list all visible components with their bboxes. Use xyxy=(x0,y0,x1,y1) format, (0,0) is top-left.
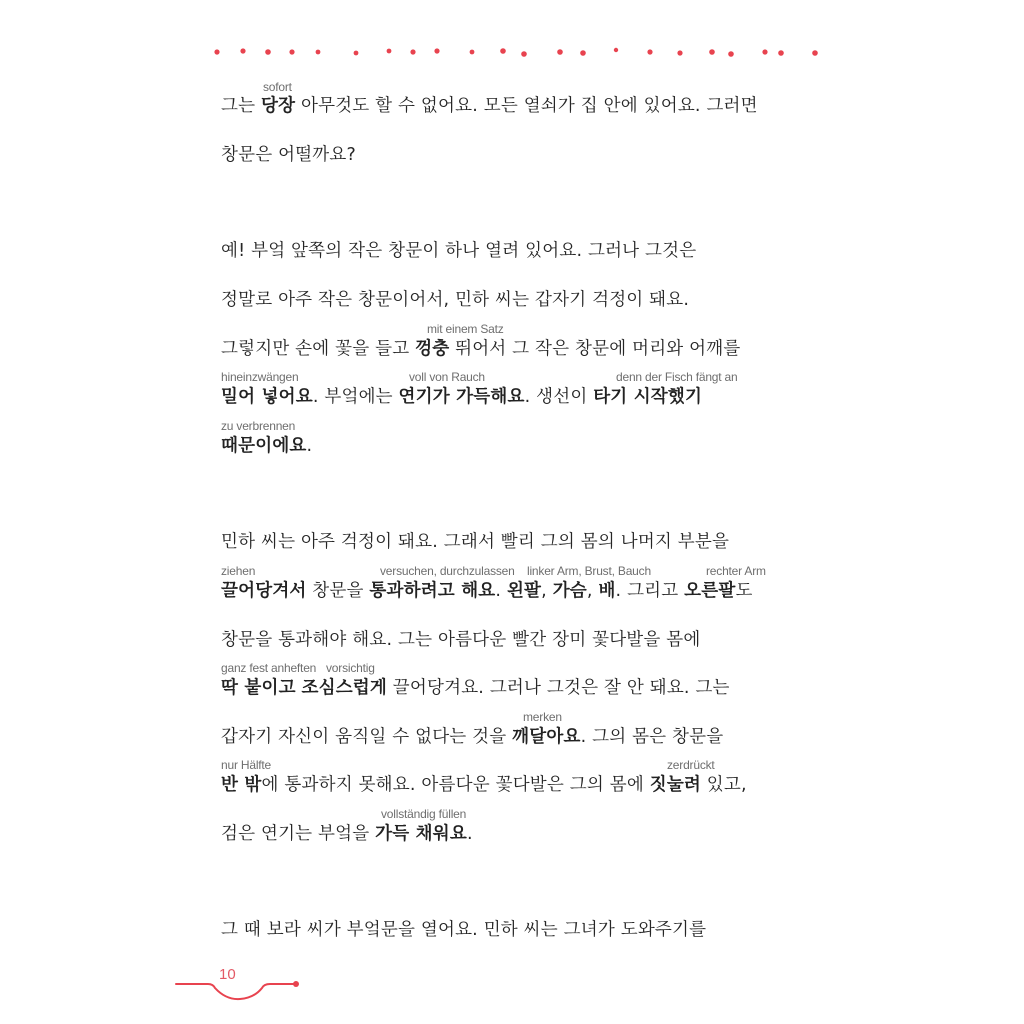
decorative-dot xyxy=(214,49,219,54)
decorative-dot xyxy=(354,51,359,56)
gloss-annotation: zu verbrennen xyxy=(221,419,296,433)
text-line xyxy=(221,822,473,846)
decorative-dot xyxy=(557,49,563,55)
text-segment: . 부엌에는 xyxy=(312,387,399,407)
bold-vocab-word: 조심스럽게 xyxy=(301,678,388,698)
gloss-annotation: merken xyxy=(523,710,562,724)
bold-vocab-word: 연기가 가득해요 xyxy=(398,387,525,407)
text-segment: 창문을 통과해야 해요. 그는 아름다운 빨간 장미 꽃다발을 몸에 xyxy=(221,630,701,650)
bold-vocab-word: 배 xyxy=(598,581,616,601)
text-segment: 갑자기 자신이 움직일 수 없다는 것을 xyxy=(221,727,513,747)
text-segment: 끌어당겨요. 그러나 그것은 잘 안 돼요. 그는 xyxy=(387,678,730,698)
text-segment: 있고, xyxy=(701,775,747,795)
bold-vocab-word: 왼팔 xyxy=(506,581,542,601)
decorative-dot xyxy=(316,50,321,55)
bold-vocab-word: 가득 채워요 xyxy=(375,824,467,844)
bold-vocab-word: 가슴 xyxy=(552,581,587,601)
bold-vocab-word: 깨달아요 xyxy=(512,727,581,747)
decorative-dot xyxy=(728,51,734,57)
text-line xyxy=(221,385,702,409)
bold-vocab-word: 당장 xyxy=(260,96,296,116)
decorative-dot xyxy=(265,49,271,55)
text-segment: . 생선이 xyxy=(524,387,594,407)
bold-vocab-word: 짓눌려 xyxy=(649,775,702,795)
decorative-dot xyxy=(387,49,392,54)
text-segment: . xyxy=(306,436,313,456)
text-line xyxy=(221,337,740,361)
text-line xyxy=(221,579,753,603)
bold-vocab-word: 반 밖 xyxy=(221,775,262,795)
gloss-annotation: rechter Arm xyxy=(706,564,766,578)
decorative-dot xyxy=(778,50,784,56)
bold-vocab-word: 때문이에요 xyxy=(221,436,307,456)
gloss-annotation: nur Hälfte xyxy=(221,758,272,772)
text-segment: 그는 xyxy=(221,96,261,116)
decorative-dot xyxy=(677,50,682,55)
decorative-dot xyxy=(580,50,586,56)
text-line xyxy=(221,725,723,749)
decorative-dot xyxy=(410,49,415,54)
text-segment: 검은 연기는 부엌을 xyxy=(221,824,376,844)
gloss-annotation: sofort xyxy=(263,80,292,94)
decorative-dot xyxy=(812,50,818,56)
footer-decoration xyxy=(0,955,1024,1005)
text-line xyxy=(221,94,758,118)
text-segment: 창문을 xyxy=(306,581,370,601)
text-segment: 민하 씨는 아주 걱정이 돼요. 그래서 빨리 그의 몸의 나머지 부분을 xyxy=(221,532,730,552)
page-number: 10 xyxy=(219,966,236,983)
bold-vocab-word: 딱 붙이고 xyxy=(221,678,296,698)
gloss-annotation: versuchen, durchzulassen xyxy=(380,564,515,578)
text-segment: 예! 부엌 앞쪽의 작은 창문이 하나 열려 있어요. 그러나 그것은 xyxy=(221,241,697,261)
bold-vocab-word: 오른팔 xyxy=(684,581,736,601)
decorative-dot xyxy=(762,49,767,54)
gloss-annotation: linker Arm, Brust, Bauch xyxy=(527,564,651,578)
gloss-annotation: ganz fest anheften xyxy=(221,661,317,675)
text-segment: 정말로 아주 작은 창문이어서, 민하 씨는 갑자기 걱정이 돼요. xyxy=(221,290,690,310)
decorative-dot xyxy=(709,49,715,55)
bold-vocab-word: 껑충 xyxy=(415,339,450,359)
text-segment: . xyxy=(466,824,473,844)
gloss-annotation: zerdrückt xyxy=(667,758,715,772)
bold-vocab-word: 끌어당겨서 xyxy=(221,581,307,601)
text-segment: 도 xyxy=(735,581,753,601)
text-segment: , xyxy=(586,581,599,601)
decorative-dot xyxy=(647,49,652,54)
gloss-annotation: mit einem Satz xyxy=(427,322,504,336)
gloss-annotation: vollständig füllen xyxy=(381,807,467,821)
text-segment: 에 통과하지 못해요. 아름다운 꽃다발은 그의 몸에 xyxy=(261,775,650,795)
dot-decoration xyxy=(214,48,817,57)
gloss-annotation: vorsichtig xyxy=(326,661,375,675)
text-segment: 뛰어서 그 작은 창문에 머리와 어깨를 xyxy=(449,339,741,359)
bold-vocab-word: 통과하려고 해요 xyxy=(369,581,496,601)
text-line xyxy=(221,239,696,263)
text-segment: . 그리고 xyxy=(615,581,685,601)
decorative-dot xyxy=(289,49,294,54)
text-segment: 창문은 어떨까요? xyxy=(221,145,356,165)
top-dot-border xyxy=(0,0,1024,70)
decorative-dot xyxy=(521,51,527,57)
decorative-dot xyxy=(470,50,475,55)
gloss-annotation: ziehen xyxy=(221,564,256,578)
text-segment: . xyxy=(495,581,507,601)
text-segment: . 그의 몸은 창문을 xyxy=(580,727,724,747)
text-line xyxy=(221,288,689,312)
text-line xyxy=(221,628,701,652)
text-line xyxy=(221,143,356,167)
text-line xyxy=(221,530,729,554)
bold-vocab-word: 타기 시작했기 xyxy=(593,387,703,407)
text-segment: 그 때 보라 씨가 부엌문을 열어요. 민하 씨는 그녀가 도와주기를 xyxy=(221,920,707,940)
text-line xyxy=(221,676,730,700)
decorative-dot xyxy=(500,48,506,54)
decorative-dot xyxy=(240,48,245,53)
text-line xyxy=(221,434,312,458)
text-segment: , xyxy=(541,581,553,601)
text-line xyxy=(221,773,747,797)
gloss-annotation: denn der Fisch fängt an xyxy=(616,370,738,384)
gloss-annotation: hineinzwängen xyxy=(221,370,299,384)
footer-dot xyxy=(293,981,299,987)
text-segment: 그렇지만 손에 꽃을 들고 xyxy=(221,339,416,359)
decorative-dot xyxy=(434,48,439,53)
decorative-dot xyxy=(614,48,618,52)
text-segment: 아무것도 할 수 없어요. 모든 열쇠가 집 안에 있어요. 그러면 xyxy=(295,96,758,116)
gloss-annotation: voll von Rauch xyxy=(409,370,485,384)
text-line xyxy=(221,918,706,942)
footer-curve-line xyxy=(176,984,294,999)
bold-vocab-word: 밀어 넣어요 xyxy=(221,387,313,407)
